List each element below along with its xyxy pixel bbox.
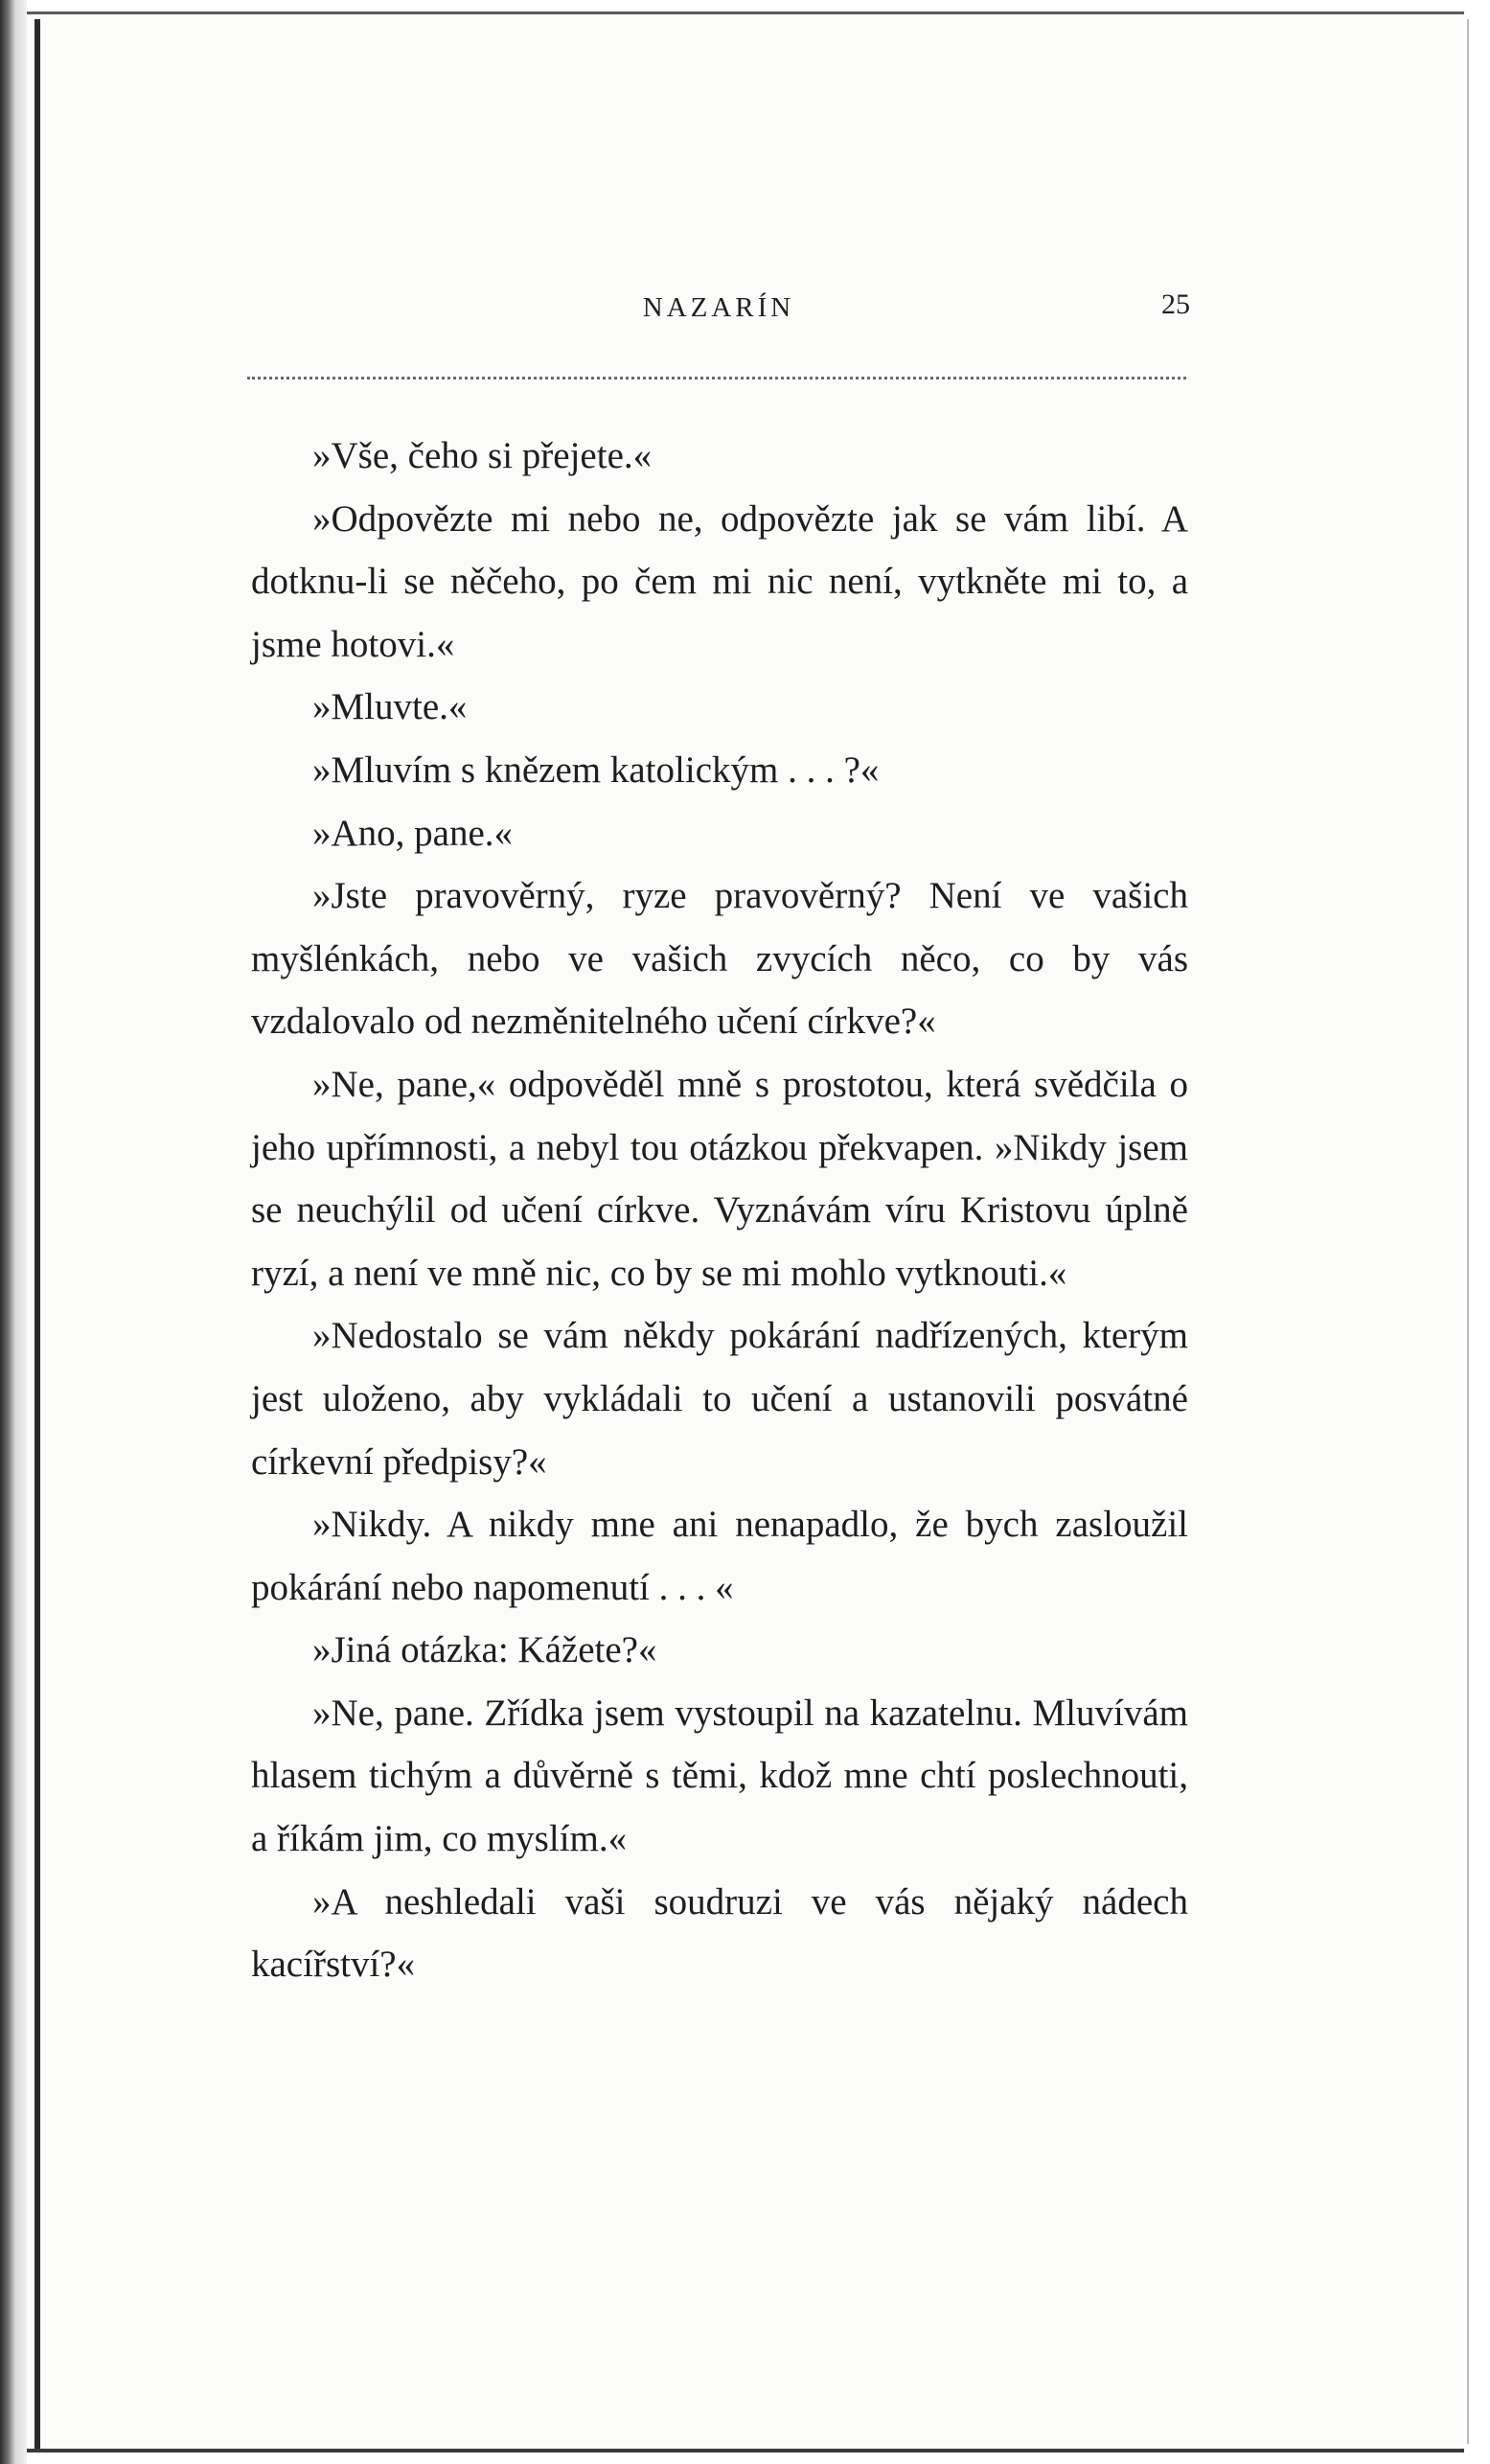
paragraph: »Vše, čeho si přejete.« (312, 435, 653, 476)
paragraph: »A neshledali vaši soudruzi ve vás nějaký nádech kacířství?« (251, 1880, 1188, 1986)
page-right-edge (1467, 19, 1469, 2444)
header-dotted-rule (247, 377, 1186, 380)
paragraph: »Jste pravověrný, ryze pravověrný? Není ve vašich myšlénkách, nebo ve vašich zvycích něco, co by vás vzdalovalo od nezměnitelného učení církve?« (251, 875, 1188, 1043)
paragraph: »Ano, pane.« (312, 812, 514, 854)
page-number: 25 (1161, 288, 1190, 320)
paragraph: »Nikdy. A nikdy mne ani nenapadlo, že bych zasloužil pokárání nebo napomenutí . . . « (251, 1504, 1188, 1608)
paragraph: »Ne, pane. Zřídka jsem vystoupil na kazatelnu. Mluvívám hlasem tichým a důvěrně s těmi, kdož mne chtí poslechnouti, a říkám jim, co myslím.« (251, 1692, 1188, 1860)
paragraph: »Jiná otázka: Kážete?« (312, 1629, 657, 1671)
paragraph: »Nedostalo se vám někdy pokárání nadřízených, kterým jest uloženo, aby vykládali to učení a ustanovili posvátné církevní předpisy?« (251, 1315, 1188, 1483)
running-head (249, 288, 1190, 340)
running-title: NAZARÍN (642, 292, 795, 323)
paragraph: »Ne, pane,« odpověděl mně s prostotou, která svědčila o jeho upřímnosti, a nebyl tou otázkou překvapen. »Nikdy jsem se neuchýlil od učení církve. Vyznávám víru Kristovu úplně ryzí, a není ve mně nic, co by se mi mohlo vytknouti.« (251, 1063, 1188, 1294)
paragraph: »Mluvím s knězem katolickým . . . ?« (312, 748, 880, 791)
page-gutter-shadow (34, 19, 40, 2449)
paragraph: »Mluvte.« (312, 686, 468, 728)
book-binding-edge (0, 0, 27, 2464)
paragraph: »Odpovězte mi nebo ne, odpovězte jak se vám libí. A dotknu-li se něčeho, po čem mi nic není, vytkněte mi to, a jsme hotovi.« (251, 497, 1188, 665)
body-text (251, 425, 1188, 1996)
